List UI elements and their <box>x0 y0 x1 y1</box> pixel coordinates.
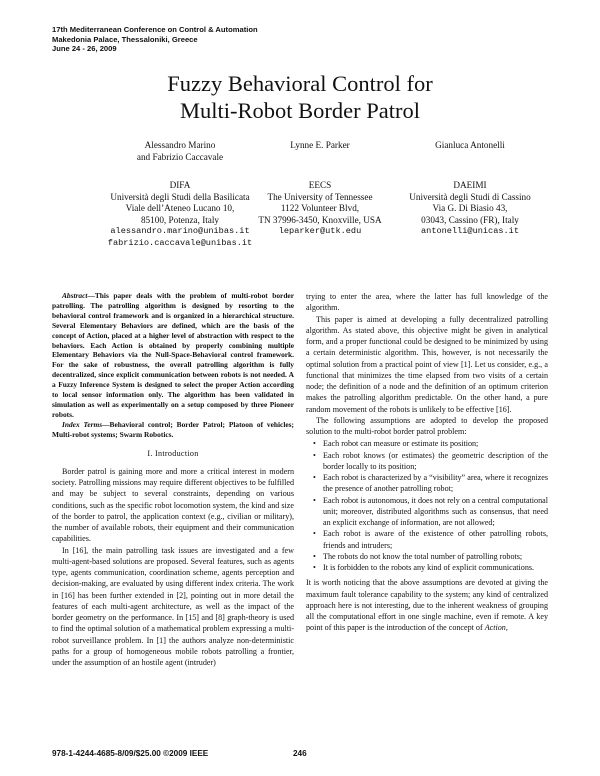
list-item: • Each robot is autonomous, it does not rely on a central computational unit; moreover, distributed algorithms such as consensus, that need an explicit exchange of information, are not allowed; <box>323 495 548 529</box>
author-2-dept: EECS <box>308 180 332 190</box>
conference-name: 17th Mediterranean Conference on Control & Automation <box>52 25 258 34</box>
list-item: • Each robot knows (or estimates) the geometric description of the border locally to its position; <box>323 450 548 473</box>
list-item: • The robots do not know the total number of patrolling robots; <box>323 551 548 562</box>
intro-paragraph-5 <box>306 577 548 633</box>
author-2-name: Lynne E. Parker <box>290 140 350 150</box>
author-1-org: Università degli Studi della Basilicata <box>110 191 250 202</box>
index-terms-text: Behavioral control; Border Patrol; Platoon of vehicles; Multi-robot systems; Swarm Robotics. <box>52 419 295 439</box>
intro-paragraph-5-comma: , <box>505 623 508 633</box>
list-item: • Each robot is aware of the existence of other patrolling robots, friends and intruders; <box>323 528 548 551</box>
page-number: 246 <box>293 749 307 758</box>
author-3-addr-1: Via G. Di Biasio 43, <box>432 203 508 214</box>
intro-paragraph-5-text: It is worth noticing that the above assumptions are devoted at giving the maximum fault tolerance capability to the system; any kind of centralized approach here is not interesting, due to the inherent weakness of grouping all the computational effort in one single machine, even if remote. A key point of this paper is the introduction of the concept of <box>306 578 548 633</box>
paper-title <box>0 70 600 124</box>
list-item: • Each robot can measure or estimate its position; <box>323 438 548 449</box>
author-3-affiliation <box>370 180 570 238</box>
conference-date: June 24 - 26, 2009 <box>52 44 117 54</box>
author-1-addr-2: 85100, Potenza, Italy <box>140 214 220 225</box>
intro-paragraph-4: The following assumptions are adopted to develop the proposed solution to the multi-robot border patrol problem: <box>306 415 548 436</box>
index-terms-label: Index Terms <box>62 419 103 429</box>
author-1-email-1[interactable]: alessandro.marino@unibas.it <box>110 226 250 237</box>
author-2-addr-2: TN 37996-3450, Knoxville, USA <box>258 214 382 225</box>
author-3-dept: DAEIMI <box>453 180 487 190</box>
abstract-text: This paper deals with the problem of multi-robot border patrolling. The patrolling algorithm is designed by resorting to the behavioral control framework and is organized in a hierarchical structure. Several Elementary Behaviors are defined, which are the basis of the concept of Action, placed at a higher level of abstraction with respect to the behaviors. Each Action is obtained by properly combining multiple Elementary Behaviors via the Null-Space-Behavioral control framework. For the sake of robustness, the overall patrolling algorithm is fully decentralized, since explicit communication between robots is not needed. A a Fuzzy Inference System is designed to select the proper Action according to local sensor information only. The algorithm has been validated in simulation as well as experimentally on a setup composed by three Pioneer robots. <box>52 291 294 419</box>
author-3-org: Università degli Studi di Cassino <box>409 191 531 202</box>
abstract-label: Abstract <box>62 291 88 300</box>
intro-paragraph-1: Border patrol is gaining more and more a critical interest in modern society. Patrolling missions may require different objectives to be fulfilled and may be subject to several constraints, depending on various conditions, such as the specific robot locomotion system, the kind and size of the border to patrol, the application context (e.g., civilian or military), the number of available robots, their equipment and their communication capabilities. <box>52 466 294 544</box>
author-2-addr-1: 1122 Volunteer Blvd, <box>280 203 360 214</box>
title-line-1: Fuzzy Behavioral Control for <box>167 71 433 96</box>
author-1-addr-1: Viale dell’Ateneo Lucano 10, <box>125 203 235 214</box>
list-item: • Each robot is characterized by a “visibility” area, where it recognizes the presence of another patrolling robot; <box>323 472 548 495</box>
author-3-addr-2: 03043, Cassino (FR), Italy <box>421 214 519 225</box>
author-3-name: Gianluca Antonelli <box>435 140 505 150</box>
action-term: Action <box>484 623 506 633</box>
intro-paragraph-3: This paper is aimed at developing a fully decentralized patrolling algorithm. As stated above, this objective might be given in analytical form, and a proper functional could be designed to be minimized by using a certain deterministic algorithm. This, however, is not necessarily the optimal solution from a practical point of view [1]. Let us consider, e.g., a functional that minimizes the time elapsed from two visits of a certain node; the definition of a node and the definition of an optimum criterion makes the patrolling algorithm predictable. On the other hand, a pure random movement of the robots is unlikely to be effective [16]. <box>306 314 548 414</box>
right-column <box>306 291 548 634</box>
author-1-dept: DIFA <box>169 180 191 190</box>
author-3-email[interactable]: antonelli@unicas.it <box>421 226 519 237</box>
conference-header <box>52 25 258 54</box>
author-1-email-2[interactable]: fabrizio.caccavale@unibas.it <box>107 237 253 248</box>
assumptions-list <box>306 438 548 573</box>
left-column <box>52 291 294 668</box>
abstract <box>52 291 294 420</box>
list-item: • It is forbidden to the robots any kind of explicit communications. <box>323 562 548 573</box>
author-2-email[interactable]: leparker@utk.edu <box>278 226 362 237</box>
abstract-dash: — <box>87 291 95 300</box>
title-line-2: Multi-Robot Border Patrol <box>180 98 420 123</box>
author-1-name-line-1: Alessandro Marino <box>144 140 216 150</box>
index-terms <box>52 420 294 440</box>
author-2-org: The University of Tennessee <box>267 191 373 202</box>
index-terms-dash: — <box>102 419 110 429</box>
author-1-name-line-2: and Fabrizio Caccavale <box>136 151 224 162</box>
intro-paragraph-2-continued: trying to enter the area, where the latter has full knowledge of the algorithm. <box>306 292 548 313</box>
footer-isbn: 978-1-4244-4685-8/09/$25.00 ©2009 IEEE <box>52 749 209 758</box>
section-heading-introduction: I. Introduction <box>147 448 199 458</box>
conference-venue: Makedonia Palace, Thessaloniki, Greece <box>52 34 198 44</box>
intro-paragraph-2: In [16], the main patrolling task issues are investigated and a few multi-agent-based solutions are proposed. Several features, such as agents type, agents communication, coordination scheme, agents perception and decision-making, are evaluated by using different index criteria. The work in [16] has been further extended in [2], pointing out in more detail the features of each multi-agent architecture, as well as the impact of the border geometry on the performance. In [15] and [8] graph-theory is used to find the optimal solution of a mathematical problem expressing a multi-robot surveillance problem. In [1] the authors analyze non-deterministic paths for a group of homogeneous mobile robots patrolling a frontier, under the assumption of an hostile agent (intruder) <box>52 545 294 668</box>
author-3-names <box>370 140 570 152</box>
